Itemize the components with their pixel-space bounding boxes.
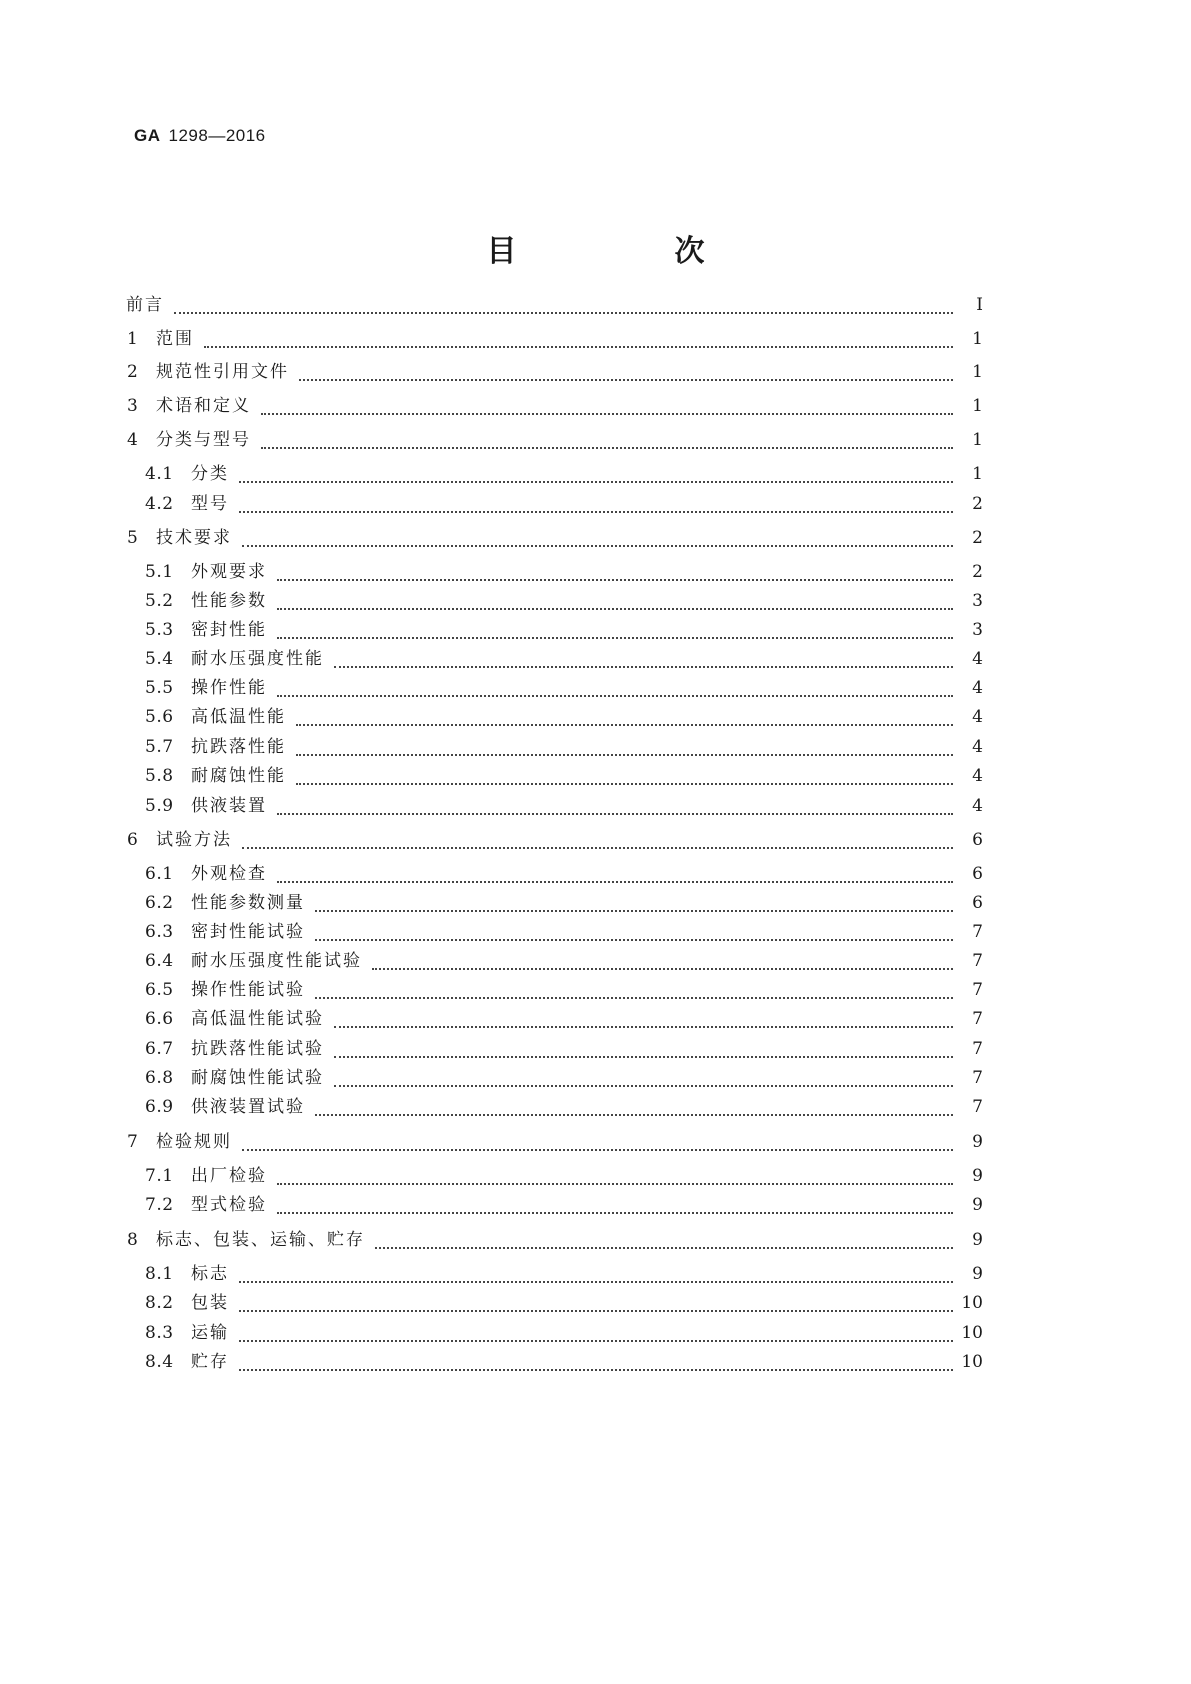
toc-entry[interactable] <box>0 1193 1191 1217</box>
toc-entry-page-number: 4 <box>972 766 983 786</box>
toc-entry-label: 分类与型号 <box>156 430 251 450</box>
toc-entry-label: 检验规则 <box>156 1132 232 1152</box>
toc-entry[interactable] <box>0 526 1191 550</box>
toc-entry[interactable] <box>0 1095 1191 1119</box>
toc-dot-leader <box>174 302 953 314</box>
toc-dot-leader <box>334 1016 953 1028</box>
toc-entry-number: 8 <box>127 1230 139 1250</box>
toc-entry-label: 术语和定义 <box>156 396 251 416</box>
toc-entry-number: 4.2 <box>145 494 174 514</box>
toc-entry-label: 耐水压强度性能 <box>191 649 324 669</box>
toc-dot-leader <box>239 1300 953 1312</box>
toc-dot-leader <box>242 535 953 547</box>
toc-entry[interactable] <box>0 735 1191 759</box>
toc-dot-leader <box>277 1173 953 1185</box>
toc-entry-page-number: 6 <box>972 893 983 913</box>
toc-entry-label: 分类 <box>191 464 229 484</box>
toc-entry-number: 6.7 <box>145 1039 174 1059</box>
toc-dot-leader <box>261 437 953 449</box>
toc-dot-leader <box>315 900 953 912</box>
toc-dot-leader <box>239 1359 953 1371</box>
toc-entry-number: 4.1 <box>145 464 174 484</box>
toc-dot-leader <box>204 336 953 348</box>
toc-entry-label: 外观检查 <box>191 864 267 884</box>
toc-entry[interactable] <box>0 978 1191 1002</box>
toc-entry-page-number: 2 <box>972 528 983 548</box>
document-code-number: 1298—2016 <box>168 126 266 145</box>
toc-entry-number: 5 <box>127 528 139 548</box>
toc-entry-page-number: 4 <box>972 707 983 727</box>
toc-entry-page-number: 7 <box>972 1068 983 1088</box>
toc-entry[interactable] <box>0 862 1191 886</box>
toc-dot-leader <box>296 773 953 785</box>
toc-entry[interactable] <box>0 1228 1191 1252</box>
toc-entry-label: 抗跌落性能 <box>191 737 286 757</box>
toc-entry-label: 标志 <box>191 1264 229 1284</box>
toc-entry-page-number: 7 <box>972 1097 983 1117</box>
toc-entry-label: 规范性引用文件 <box>156 362 289 382</box>
toc-entry-page-number: 9 <box>972 1264 983 1284</box>
toc-dot-leader <box>242 837 953 849</box>
toc-entry-label: 耐水压强度性能试验 <box>191 951 362 971</box>
toc-entry-label: 前言 <box>126 295 164 315</box>
toc-dot-leader <box>277 803 953 815</box>
toc-dot-leader <box>315 987 953 999</box>
toc-entry[interactable] <box>0 360 1191 384</box>
toc-dot-leader <box>334 656 953 668</box>
toc-entry-label: 密封性能 <box>191 620 267 640</box>
toc-entry-page-number: 10 <box>961 1323 983 1343</box>
toc-entry[interactable] <box>0 1130 1191 1154</box>
toc-entry[interactable] <box>0 1291 1191 1315</box>
toc-entry[interactable] <box>0 891 1191 915</box>
toc-entry[interactable] <box>0 1321 1191 1345</box>
toc-dot-leader <box>372 958 953 970</box>
toc-entry-label: 高低温性能 <box>191 707 286 727</box>
toc-dot-leader <box>334 1075 953 1087</box>
document-code-prefix: GA <box>134 126 161 145</box>
toc-entry-number: 5.7 <box>145 737 174 757</box>
toc-dot-leader <box>315 929 953 941</box>
toc-entry-page-number: 9 <box>972 1195 983 1215</box>
toc-entry-page-number: 4 <box>972 737 983 757</box>
toc-entry-number: 5.4 <box>145 649 174 669</box>
toc-entry-page-number: 7 <box>972 980 983 1000</box>
toc-entry-number: 5.8 <box>145 766 174 786</box>
toc-entry-number: 8.3 <box>145 1323 174 1343</box>
toc-entry-page-number: 7 <box>972 922 983 942</box>
toc-dot-leader <box>261 403 953 415</box>
toc-entry[interactable] <box>0 1164 1191 1188</box>
toc-entry-number: 5.3 <box>145 620 174 640</box>
toc-entry-number: 4 <box>127 430 139 450</box>
toc-entry-label: 运输 <box>191 1323 229 1343</box>
toc-entry-page-number: 1 <box>972 396 983 416</box>
toc-dot-leader <box>296 744 953 756</box>
toc-entry-number: 6.4 <box>145 951 174 971</box>
toc-entry-page-number: 7 <box>972 1039 983 1059</box>
toc-entry-number: 5.1 <box>145 562 174 582</box>
toc-entry-label: 范围 <box>156 329 194 349</box>
toc-entry-number: 7.1 <box>145 1166 174 1186</box>
toc-entry-number: 8.2 <box>145 1293 174 1313</box>
toc-dot-leader <box>315 1104 953 1116</box>
toc-entry-label: 供液装置 <box>191 796 267 816</box>
toc-dot-leader <box>299 369 953 381</box>
toc-entry-page-number: 9 <box>972 1230 983 1250</box>
toc-entry-label: 试验方法 <box>156 830 232 850</box>
toc-entry[interactable] <box>0 1262 1191 1286</box>
toc-entry-page-number: 6 <box>972 830 983 850</box>
toc-dot-leader <box>375 1237 953 1249</box>
toc-entry-page-number: 9 <box>972 1132 983 1152</box>
toc-dot-leader <box>239 1271 953 1283</box>
toc-entry-label: 性能参数测量 <box>191 893 305 913</box>
toc-entry-page-number: 10 <box>961 1352 983 1372</box>
toc-dot-leader <box>296 714 953 726</box>
toc-entry-number: 8.1 <box>145 1264 174 1284</box>
toc-entry-page-number: 2 <box>972 562 983 582</box>
toc-entry-number: 6 <box>127 830 139 850</box>
toc-entry-page-number: 10 <box>961 1293 983 1313</box>
toc-dot-leader <box>239 1330 953 1342</box>
toc-entry-number: 6.5 <box>145 980 174 1000</box>
toc-dot-leader <box>239 471 953 483</box>
toc-dot-leader <box>277 627 953 639</box>
toc-entry[interactable] <box>0 705 1191 729</box>
toc-entry-page-number: 4 <box>972 796 983 816</box>
toc-entry-number: 2 <box>127 362 139 382</box>
toc-entry-page-number: 6 <box>972 864 983 884</box>
toc-entry-label: 操作性能试验 <box>191 980 305 1000</box>
toc-entry-number: 6.6 <box>145 1009 174 1029</box>
toc-entry-label: 型号 <box>191 494 229 514</box>
toc-entry[interactable] <box>0 428 1191 452</box>
toc-entry-page-number: 7 <box>972 1009 983 1029</box>
toc-title: 目 次 <box>486 234 769 269</box>
toc-entry-page-number: Ⅰ <box>976 295 983 315</box>
toc-entry[interactable] <box>0 1350 1191 1374</box>
toc-dot-leader <box>242 1139 953 1151</box>
toc-entry[interactable] <box>0 647 1191 671</box>
toc-entry-number: 8.4 <box>145 1352 174 1372</box>
toc-entry-page-number: 2 <box>972 494 983 514</box>
toc-entry-page-number: 1 <box>972 329 983 349</box>
toc-entry[interactable] <box>0 1037 1191 1061</box>
toc-entry-label: 包装 <box>191 1293 229 1313</box>
toc-entry-page-number: 1 <box>972 362 983 382</box>
toc-entry-label: 密封性能试验 <box>191 922 305 942</box>
toc-entry-number: 5.6 <box>145 707 174 727</box>
toc-entry-number: 7 <box>127 1132 139 1152</box>
toc-entry-number: 6.9 <box>145 1097 174 1117</box>
toc-entry-page-number: 7 <box>972 951 983 971</box>
toc-entry-page-number: 4 <box>972 649 983 669</box>
toc-entry-label: 耐腐蚀性能试验 <box>191 1068 324 1088</box>
toc-entry-number: 1 <box>127 329 139 349</box>
toc-dot-leader <box>239 501 953 513</box>
toc-entry-page-number: 4 <box>972 678 983 698</box>
toc-entry-number: 6.8 <box>145 1068 174 1088</box>
toc-entry[interactable] <box>0 492 1191 516</box>
toc-entry-label: 外观要求 <box>191 562 267 582</box>
toc-entry-label: 贮存 <box>191 1352 229 1372</box>
toc-entry[interactable] <box>0 828 1191 852</box>
toc-entry[interactable] <box>0 920 1191 944</box>
toc-entry-page-number: 9 <box>972 1166 983 1186</box>
toc-entry-label: 耐腐蚀性能 <box>191 766 286 786</box>
toc-entry[interactable] <box>0 618 1191 642</box>
toc-entry[interactable] <box>0 1007 1191 1031</box>
toc-entry-label: 型式检验 <box>191 1195 267 1215</box>
toc-entry-number: 5.9 <box>145 796 174 816</box>
toc-dot-leader <box>277 871 953 883</box>
toc-entry[interactable] <box>0 327 1191 351</box>
toc-entry[interactable] <box>0 794 1191 818</box>
toc-entry-number: 7.2 <box>145 1195 174 1215</box>
toc-entry-label: 操作性能 <box>191 678 267 698</box>
toc-entry-label: 性能参数 <box>191 591 267 611</box>
toc-entry-label: 抗跌落性能试验 <box>191 1039 324 1059</box>
toc-entry-label: 技术要求 <box>156 528 232 548</box>
toc-dot-leader <box>277 1202 953 1214</box>
toc-entry-number: 3 <box>127 396 139 416</box>
toc-entry[interactable] <box>0 394 1191 418</box>
toc-entry-number: 5.5 <box>145 678 174 698</box>
toc-entry-number: 6.3 <box>145 922 174 942</box>
toc-dot-leader <box>277 569 953 581</box>
toc-dot-leader <box>277 685 953 697</box>
toc-entry-page-number: 1 <box>972 430 983 450</box>
toc-entry[interactable] <box>0 462 1191 486</box>
toc-entry-number: 6.2 <box>145 893 174 913</box>
toc-entry[interactable] <box>0 560 1191 584</box>
toc-entry[interactable] <box>0 949 1191 973</box>
toc-entry-page-number: 3 <box>972 591 983 611</box>
toc-dot-leader <box>334 1046 953 1058</box>
toc-entry-label: 标志、包装、运输、贮存 <box>156 1230 365 1250</box>
toc-entry-label: 供液装置试验 <box>191 1097 305 1117</box>
toc-entry[interactable] <box>0 676 1191 700</box>
toc-entry-label: 高低温性能试验 <box>191 1009 324 1029</box>
toc-entry[interactable] <box>0 293 1191 317</box>
toc-entry[interactable] <box>0 1066 1191 1090</box>
toc-dot-leader <box>277 598 953 610</box>
toc-entry-number: 5.2 <box>145 591 174 611</box>
toc-entry-label: 出厂检验 <box>191 1166 267 1186</box>
toc-entry[interactable] <box>0 589 1191 613</box>
toc-entry-page-number: 1 <box>972 464 983 484</box>
toc-entry-page-number: 3 <box>972 620 983 640</box>
toc-entry[interactable] <box>0 764 1191 788</box>
toc-entry-number: 6.1 <box>145 864 174 884</box>
